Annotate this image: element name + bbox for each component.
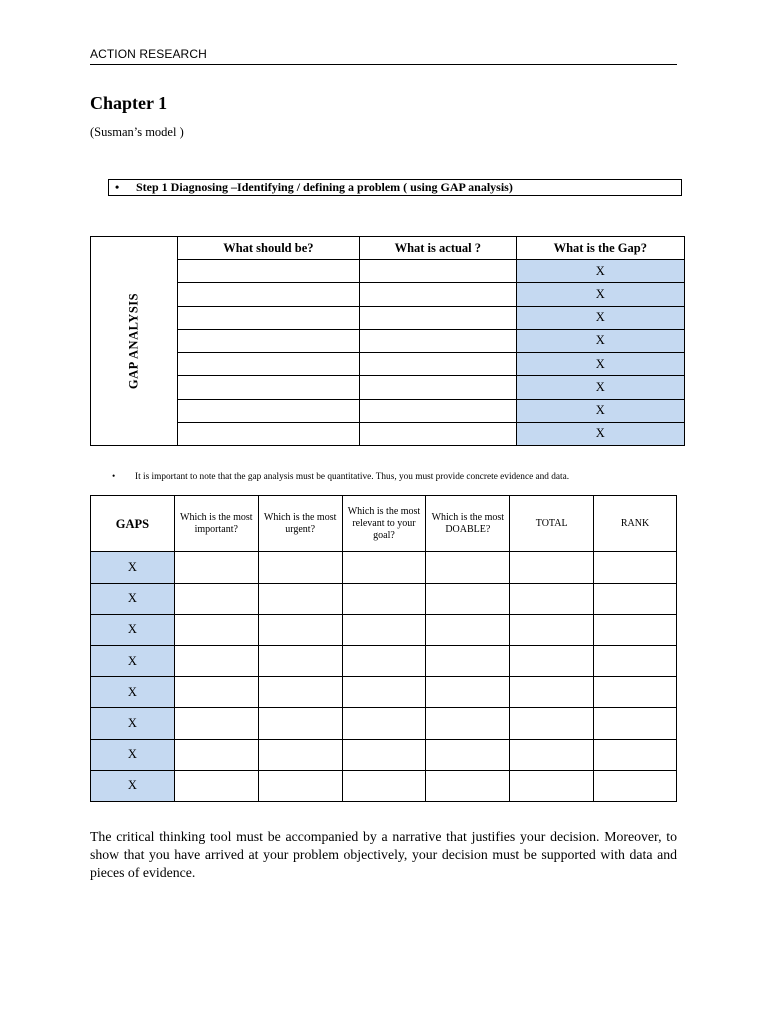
gap-cell[interactable]: X — [516, 260, 684, 283]
score-cell[interactable] — [174, 739, 258, 770]
step-box — [108, 179, 682, 196]
table-row — [91, 422, 685, 445]
score-cell[interactable] — [258, 770, 342, 801]
rank-cell[interactable] — [594, 645, 677, 676]
header-most-doable: Which is the most DOABLE? — [426, 496, 510, 552]
score-cell[interactable] — [258, 645, 342, 676]
rank-cell[interactable] — [594, 708, 677, 739]
gap-analysis-label-cell — [91, 237, 178, 446]
rank-cell[interactable] — [594, 770, 677, 801]
rank-cell[interactable] — [594, 552, 677, 583]
chapter-title: Chapter 1 — [90, 93, 168, 113]
gap-cell[interactable]: X — [91, 552, 175, 583]
rank-cell[interactable] — [594, 739, 677, 770]
table-row — [91, 770, 677, 801]
table-row — [91, 260, 685, 283]
table-row — [91, 583, 677, 614]
score-cell[interactable] — [258, 708, 342, 739]
table-row — [91, 677, 677, 708]
should-be-cell[interactable] — [177, 329, 359, 352]
rank-cell[interactable] — [594, 677, 677, 708]
score-cell[interactable] — [342, 739, 426, 770]
should-be-cell[interactable] — [177, 399, 359, 422]
header-rank: RANK — [594, 496, 677, 552]
score-cell[interactable] — [426, 708, 510, 739]
score-cell[interactable] — [426, 583, 510, 614]
score-cell[interactable] — [426, 770, 510, 801]
total-cell[interactable] — [510, 770, 594, 801]
bullet-icon: • — [115, 180, 120, 194]
table-row — [91, 353, 685, 376]
should-be-cell[interactable] — [177, 260, 359, 283]
should-be-cell[interactable] — [177, 353, 359, 376]
table-row — [91, 306, 685, 329]
score-cell[interactable] — [174, 552, 258, 583]
gap-cell[interactable]: X — [91, 708, 175, 739]
gap-cell[interactable]: X — [516, 399, 684, 422]
gap-cell[interactable]: X — [516, 306, 684, 329]
actual-cell[interactable] — [360, 283, 517, 306]
header-total: TOTAL — [510, 496, 594, 552]
total-cell[interactable] — [510, 708, 594, 739]
score-cell[interactable] — [174, 583, 258, 614]
score-cell[interactable] — [342, 552, 426, 583]
table-row — [91, 614, 677, 645]
gap-cell[interactable]: X — [91, 677, 175, 708]
actual-cell[interactable] — [360, 260, 517, 283]
actual-cell[interactable] — [360, 306, 517, 329]
gap-cell[interactable]: X — [516, 353, 684, 376]
body-paragraph: The critical thinking tool must be accompanied by a narrative that justifies your decision. Moreover, to show that you have arrived at your problem objectively, your decision must be supported with data and pieces of evidence. — [90, 829, 677, 880]
score-cell[interactable] — [342, 583, 426, 614]
score-cell[interactable] — [426, 614, 510, 645]
actual-cell[interactable] — [360, 353, 517, 376]
running-header: ACTION RESEARCH — [90, 46, 677, 65]
actual-cell[interactable] — [360, 376, 517, 399]
header-most-urgent: Which is the most urgent? — [258, 496, 342, 552]
gap-cell[interactable]: X — [516, 422, 684, 445]
score-cell[interactable] — [174, 614, 258, 645]
should-be-cell[interactable] — [177, 376, 359, 399]
gap-analysis-label: GAP ANALYSIS — [126, 292, 141, 390]
gap-cell[interactable]: X — [91, 583, 175, 614]
step-text: Step 1 Diagnosing –Identifying / defining a problem ( using GAP analysis) — [136, 180, 513, 194]
gap-ranking-table — [90, 495, 677, 802]
gap-cell[interactable]: X — [91, 770, 175, 801]
score-cell[interactable] — [426, 677, 510, 708]
score-cell[interactable] — [426, 645, 510, 676]
table-row — [91, 552, 677, 583]
actual-cell[interactable] — [360, 399, 517, 422]
score-cell[interactable] — [174, 708, 258, 739]
table-row — [91, 739, 677, 770]
header-what-is-actual: What is actual ? — [360, 237, 517, 260]
score-cell[interactable] — [258, 552, 342, 583]
score-cell[interactable] — [342, 708, 426, 739]
score-cell[interactable] — [174, 770, 258, 801]
total-cell[interactable] — [510, 677, 594, 708]
total-cell[interactable] — [510, 614, 594, 645]
header-what-should-be: What should be? — [177, 237, 359, 260]
should-be-cell[interactable] — [177, 283, 359, 306]
total-cell[interactable] — [510, 552, 594, 583]
total-cell[interactable] — [510, 583, 594, 614]
rank-cell[interactable] — [594, 583, 677, 614]
total-cell[interactable] — [510, 645, 594, 676]
bullet-icon: • — [112, 472, 116, 482]
actual-cell[interactable] — [360, 422, 517, 445]
score-cell[interactable] — [258, 739, 342, 770]
chapter-subtitle: (Susman’s model ) — [90, 125, 184, 139]
score-cell[interactable] — [342, 645, 426, 676]
header-most-important: Which is the most important? — [174, 496, 258, 552]
gap-cell[interactable]: X — [91, 614, 175, 645]
table-row — [91, 645, 677, 676]
should-be-cell[interactable] — [177, 422, 359, 445]
gap-cell[interactable]: X — [91, 739, 175, 770]
gap-cell[interactable]: X — [91, 645, 175, 676]
header-what-is-gap: What is the Gap? — [516, 237, 684, 260]
gap-cell[interactable]: X — [516, 283, 684, 306]
score-cell[interactable] — [258, 583, 342, 614]
should-be-cell[interactable] — [177, 306, 359, 329]
rank-cell[interactable] — [594, 614, 677, 645]
score-cell[interactable] — [258, 614, 342, 645]
table-row — [91, 376, 685, 399]
score-cell[interactable] — [342, 614, 426, 645]
table-row — [91, 329, 685, 352]
score-cell[interactable] — [426, 552, 510, 583]
actual-cell[interactable] — [360, 329, 517, 352]
score-cell[interactable] — [174, 677, 258, 708]
total-cell[interactable] — [510, 739, 594, 770]
gap-cell[interactable]: X — [516, 376, 684, 399]
header-gaps: GAPS — [91, 496, 175, 552]
gap-cell[interactable]: X — [516, 329, 684, 352]
table-row — [91, 399, 685, 422]
table-row — [91, 283, 685, 306]
score-cell[interactable] — [258, 677, 342, 708]
gap-analysis-table — [90, 236, 685, 446]
score-cell[interactable] — [174, 645, 258, 676]
note-text: It is important to note that the gap analysis must be quantitative. Thus, you must provide concrete evidence and data. — [135, 472, 570, 482]
score-cell[interactable] — [342, 677, 426, 708]
score-cell[interactable] — [342, 770, 426, 801]
score-cell[interactable] — [426, 739, 510, 770]
header-most-relevant: Which is the most relevant to your goal? — [342, 496, 426, 552]
table-row — [91, 708, 677, 739]
